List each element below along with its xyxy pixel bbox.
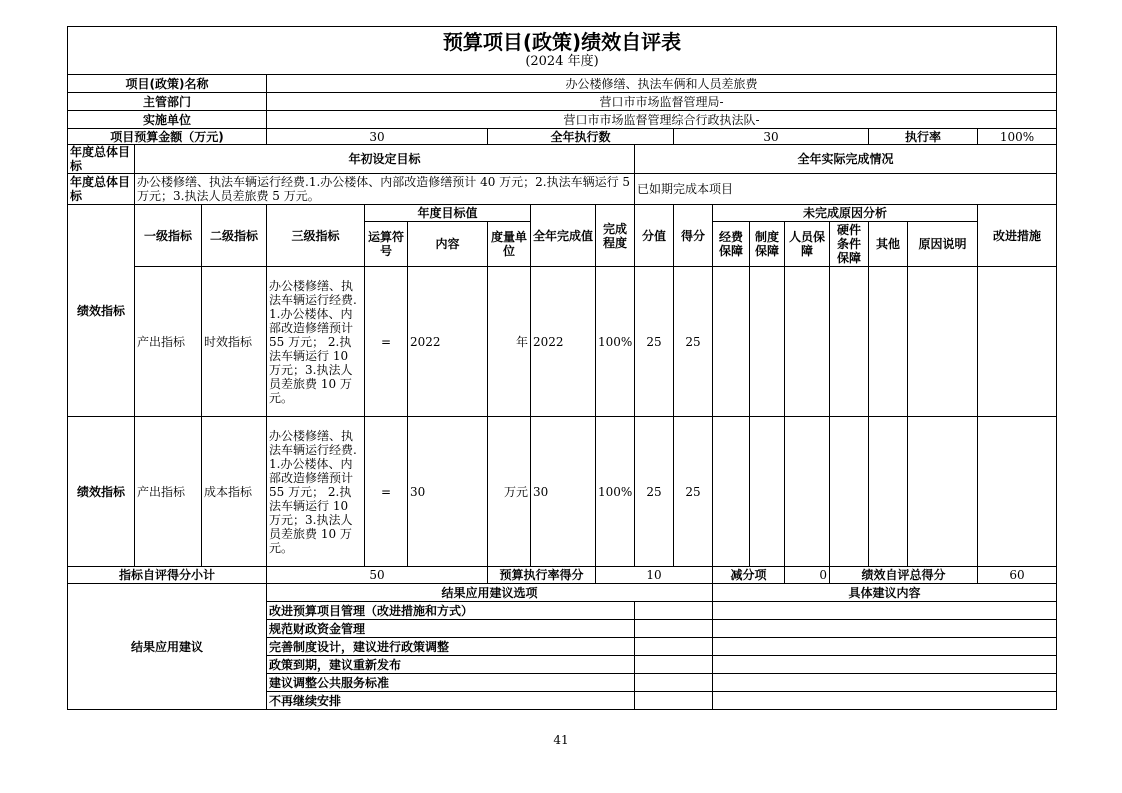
actual-cell: 2022 <box>531 267 596 417</box>
title-cell <box>68 27 1057 75</box>
budget-score-label: 预算执行率得分 <box>488 567 596 584</box>
option-label: 改进预算项目管理（改进措施和方式） <box>267 602 635 620</box>
option-label: 完善制度设计，建议进行政策调整 <box>267 638 635 656</box>
operator-cell: = <box>365 417 408 567</box>
form-subtitle: (2024 年度) <box>525 53 599 69</box>
level3-cell: 办公楼修缮、执法车辆运行经费.1.办公楼体、内部改造修缮预计 55 万元； 2.执法车辆运行 10 万元；3.执法人员差旅费 10 万元。 <box>267 267 365 417</box>
target-text: 办公楼修缮、执法车辆运行经费.1.办公楼体、内部改造修缮预计 40 万元；2.执法车辆运行 5 万元；3.执法人员差旅费 5 万元。 <box>135 174 635 205</box>
operator-header: 运算符号 <box>365 222 408 267</box>
total-label: 绩效自评总得分 <box>830 567 978 584</box>
budget-amount-label: 项目预算金额（万元) <box>68 129 267 145</box>
results-section-label: 结果应用建议 <box>68 584 267 710</box>
dept-label: 主管部门 <box>68 93 267 111</box>
option-check-cell[interactable] <box>635 638 713 656</box>
other-cell <box>869 267 908 417</box>
staff-cell <box>785 417 830 567</box>
option-label: 规范财政资金管理 <box>267 620 635 638</box>
funding-header: 经费保障 <box>713 222 750 267</box>
budget-score-value: 10 <box>596 567 713 584</box>
other-cell <box>869 417 908 567</box>
table-row <box>68 267 1057 417</box>
option-check-cell[interactable] <box>635 656 713 674</box>
reason-group-header: 未完成原因分析 <box>713 205 978 222</box>
table-row <box>68 417 1057 567</box>
annual-goal-label-2: 年度总体目标 <box>68 174 135 205</box>
option-detail-cell[interactable] <box>713 602 1057 620</box>
option-label: 建议调整公共服务标准 <box>267 674 635 692</box>
form-title: 预算项目(政策)绩效自评表 <box>442 29 682 54</box>
option-detail-cell[interactable] <box>713 692 1057 710</box>
budget-amount-value: 30 <box>267 129 488 145</box>
score-value-cell: 25 <box>635 417 674 567</box>
score-value-cell: 25 <box>635 267 674 417</box>
project-name-label: 项目(政策)名称 <box>68 75 267 93</box>
option-detail-cell[interactable] <box>713 620 1057 638</box>
annual-target-header: 年度目标值 <box>365 205 531 222</box>
option-check-cell[interactable] <box>635 674 713 692</box>
system-cell <box>750 417 785 567</box>
level2-header: 二级指标 <box>202 205 267 267</box>
reason-note-header: 原因说明 <box>908 222 978 267</box>
staff-header: 人员保障 <box>785 222 830 267</box>
deduction-label: 减分项 <box>713 567 785 584</box>
total-value: 60 <box>978 567 1057 584</box>
subtotal-label: 指标自评得分小计 <box>68 567 267 584</box>
score-value-header: 分值 <box>635 205 674 267</box>
option-detail-cell[interactable] <box>713 638 1057 656</box>
score-header: 得分 <box>674 205 713 267</box>
level1-cell: 产出指标 <box>135 267 202 417</box>
option-label: 政策到期，建议重新发布 <box>267 656 635 674</box>
content-header: 内容 <box>408 222 488 267</box>
improvement-cell <box>978 267 1057 417</box>
page-number: 41 <box>553 733 569 747</box>
executed-value: 30 <box>674 129 869 145</box>
details-header: 具体建议内容 <box>713 584 1057 602</box>
level3-header: 三级指标 <box>267 205 365 267</box>
unit-header: 度量单位 <box>488 222 531 267</box>
level1-cell: 产出指标 <box>135 417 202 567</box>
option-check-cell[interactable] <box>635 602 713 620</box>
system-cell <box>750 267 785 417</box>
unit-label: 实施单位 <box>68 111 267 129</box>
option-detail-cell[interactable] <box>713 674 1057 692</box>
executed-label: 全年执行数 <box>488 129 674 145</box>
unit-cell: 万元 <box>488 417 531 567</box>
level2-cell: 成本指标 <box>202 417 267 567</box>
unit-cell: 年 <box>488 267 531 417</box>
level2-cell: 时效指标 <box>202 267 267 417</box>
target-header: 年初设定目标 <box>135 145 635 174</box>
hardware-cell <box>830 267 869 417</box>
reason-note-cell <box>908 267 978 417</box>
actual-text: 已如期完成本项目 <box>635 174 1057 205</box>
funding-cell <box>713 267 750 417</box>
content-cell: 30 <box>408 417 488 567</box>
funding-cell <box>713 417 750 567</box>
unit-value: 营口市市场监督管理综合行政执法队- <box>267 111 1057 129</box>
deduction-value: 0 <box>785 567 830 584</box>
self-evaluation-form <box>67 26 1057 710</box>
completion-cell: 100% <box>596 417 635 567</box>
option-check-cell[interactable] <box>635 692 713 710</box>
operator-cell: = <box>365 267 408 417</box>
actual-value-header: 全年完成值 <box>531 205 596 267</box>
improvement-cell <box>978 417 1057 567</box>
level3-cell: 办公楼修缮、执法车辆运行经费.1.办公楼体、内部改造修缮预计 55 万元； 2.执法车辆运行 10 万元；3.执法人员差旅费 10 万元。 <box>267 417 365 567</box>
indicator-section-label: 绩效指标 <box>68 417 135 567</box>
option-check-cell[interactable] <box>635 620 713 638</box>
staff-cell <box>785 267 830 417</box>
system-header: 制度保障 <box>750 222 785 267</box>
hardware-header: 硬件条件保障 <box>830 222 869 267</box>
completion-header: 完成程度 <box>596 205 635 267</box>
score-cell: 25 <box>674 417 713 567</box>
actual-cell: 30 <box>531 417 596 567</box>
project-name-value: 办公楼修缮、执法车俩和人员差旅费 <box>267 75 1057 93</box>
content-cell: 2022 <box>408 267 488 417</box>
option-detail-cell[interactable] <box>713 656 1057 674</box>
dept-value: 营口市市场监督管理局- <box>267 93 1057 111</box>
rate-value: 100% <box>978 129 1057 145</box>
level1-header: 一级指标 <box>135 205 202 267</box>
reason-note-cell <box>908 417 978 567</box>
indicator-section-label: 绩效指标 <box>68 205 135 417</box>
actual-header: 全年实际完成情况 <box>635 145 1057 174</box>
hardware-cell <box>830 417 869 567</box>
option-label: 不再继续安排 <box>267 692 635 710</box>
rate-label: 执行率 <box>869 129 978 145</box>
score-cell: 25 <box>674 267 713 417</box>
annual-goal-label: 年度总体目标 <box>68 145 135 174</box>
other-header: 其他 <box>869 222 908 267</box>
options-header: 结果应用建议选项 <box>267 584 713 602</box>
completion-cell: 100% <box>596 267 635 417</box>
subtotal-value: 50 <box>267 567 488 584</box>
improvement-header: 改进措施 <box>978 205 1057 267</box>
